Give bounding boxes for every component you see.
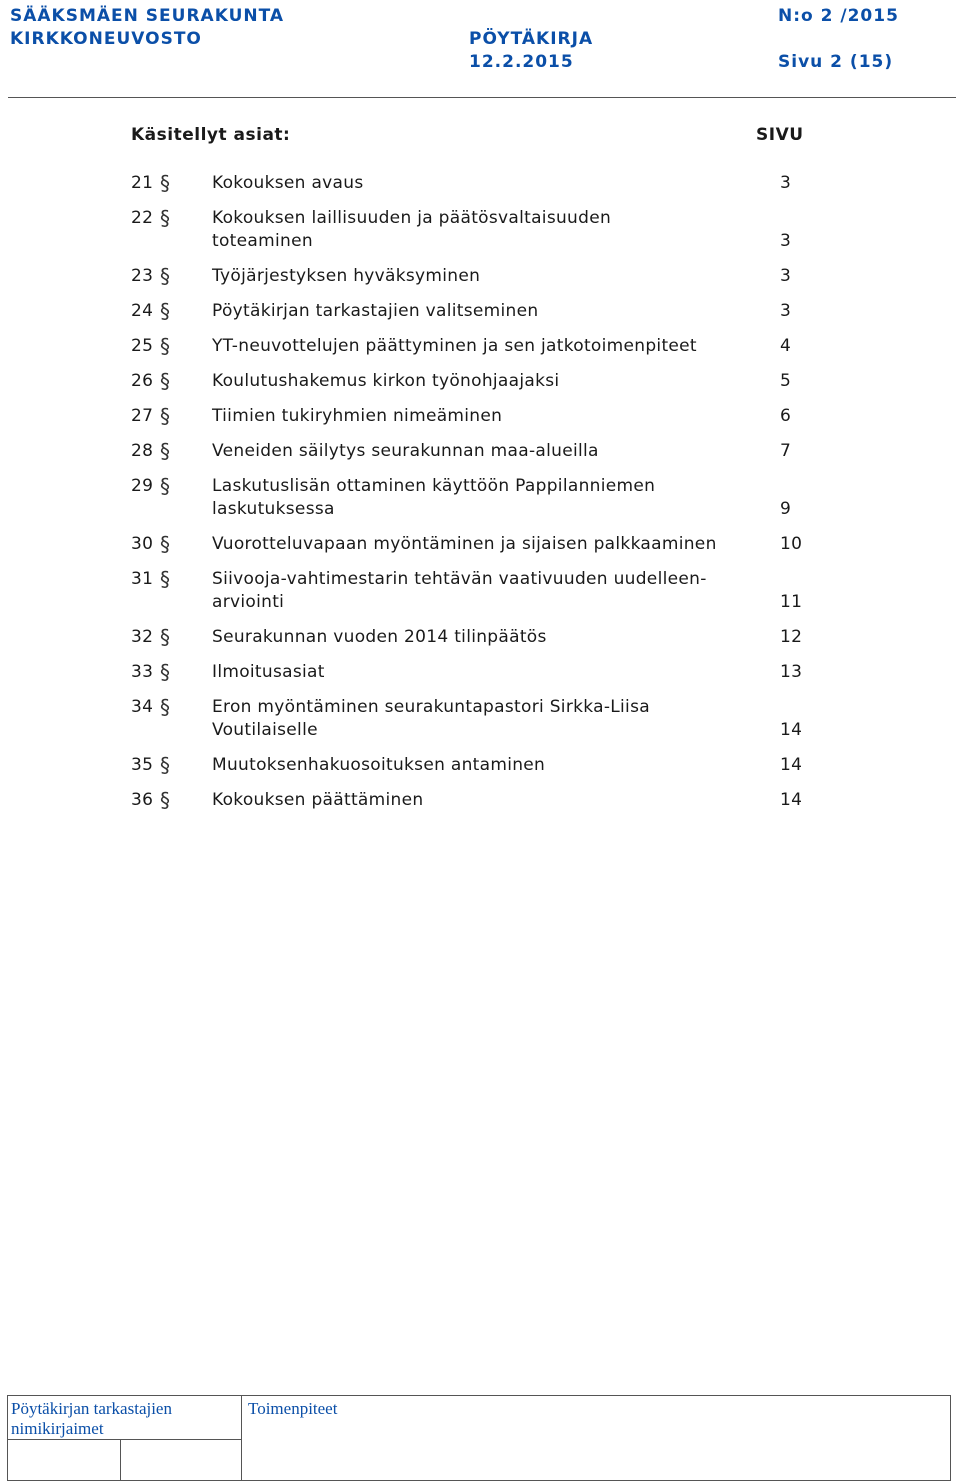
toc-item-title: Muutoksenhakuosoituksen antaminen: [212, 755, 546, 775]
toc-item-title: Tiimien tukiryhmien nimeäminen: [212, 406, 503, 426]
toc-item-page: 12: [780, 627, 803, 647]
toc-item-title: toteaminen: [212, 231, 313, 251]
toc-item-page: 14: [780, 720, 803, 740]
section-sign-icon: §: [160, 753, 171, 777]
toc-item-page: 3: [780, 266, 792, 286]
toc-item: [0, 568, 960, 614]
toc-item-page: 14: [780, 755, 803, 775]
toc-item-title: Siivooja-vahtimestarin tehtävän vaativuuden uudelleen-: [212, 569, 707, 589]
section-sign-icon: §: [160, 660, 171, 684]
document-header: [0, 0, 960, 100]
toc-item: [0, 754, 960, 777]
actions-label: Toimenpiteet: [248, 1399, 338, 1418]
toc-item-number: 26: [131, 371, 154, 391]
toc-item-title: Seurakunnan vuoden 2014 tilinpäätös: [212, 627, 547, 647]
section-sign-icon: §: [160, 474, 171, 498]
toc-item-title: Työjärjestyksen hyväksyminen: [212, 266, 481, 286]
signatures-label: Pöytäkirjan tarkastajien nimikirjaimet: [11, 1399, 172, 1438]
toc-item-number: 23: [131, 266, 154, 286]
toc-item-number: 22: [131, 208, 154, 228]
toc-item-number: 21: [131, 173, 154, 193]
toc-item: [0, 440, 960, 463]
toc-item-number: 34: [131, 697, 154, 717]
toc-item: [0, 789, 960, 812]
toc-item-number: 28: [131, 441, 154, 461]
toc-item-page: 3: [780, 173, 792, 193]
toc-item: [0, 661, 960, 684]
toc-item: [0, 370, 960, 393]
toc-item-page: 10: [780, 534, 803, 554]
toc-item: [0, 533, 960, 556]
toc-item-title: Laskutuslisän ottaminen käyttöön Pappilanniemen: [212, 476, 656, 496]
toc-item-number: 31: [131, 569, 154, 589]
toc-item-title: Pöytäkirjan tarkastajien valitseminen: [212, 301, 539, 321]
footer-divider: [8, 1439, 242, 1440]
toc-item-page: 6: [780, 406, 792, 426]
toc-item: [0, 207, 960, 253]
toc-item-number: 33: [131, 662, 154, 682]
toc-item-title: Veneiden säilytys seurakunnan maa-alueilla: [212, 441, 599, 461]
toc-item-title: Koulutushakemus kirkon työnohjaajaksi: [212, 371, 560, 391]
toc-item-title: Kokouksen avaus: [212, 173, 364, 193]
section-sign-icon: §: [160, 264, 171, 288]
toc-item-number: 27: [131, 406, 154, 426]
section-sign-icon: §: [160, 369, 171, 393]
toc-item: [0, 300, 960, 323]
toc-item-title: Kokouksen laillisuuden ja päätösvaltaisuuden: [212, 208, 612, 228]
section-sign-icon: §: [160, 206, 171, 230]
section-sign-icon: §: [160, 695, 171, 719]
toc-item-title: Ilmoitusasiat: [212, 662, 325, 682]
document-type: PÖYTÄKIRJA: [469, 29, 594, 49]
section-sign-icon: §: [160, 171, 171, 195]
toc-item-title: Eron myöntäminen seurakuntapastori Sirkka-Liisa: [212, 697, 650, 717]
section-sign-icon: §: [160, 404, 171, 428]
toc-item-page: 4: [780, 336, 792, 356]
signature-box: [7, 1395, 951, 1481]
toc-item-page: 13: [780, 662, 803, 682]
toc-item-number: 36: [131, 790, 154, 810]
toc-item-page: 11: [780, 592, 803, 612]
toc-item-title: Voutilaiselle: [212, 720, 318, 740]
toc-item-number: 29: [131, 476, 154, 496]
toc-item-page: 3: [780, 301, 792, 321]
toc-item-number: 25: [131, 336, 154, 356]
header-rule: [8, 97, 956, 98]
section-sign-icon: §: [160, 532, 171, 556]
toc-item: [0, 335, 960, 358]
section-sign-icon: §: [160, 788, 171, 812]
toc-item-number: 32: [131, 627, 154, 647]
section-sign-icon: §: [160, 625, 171, 649]
page-indicator: Sivu 2 (15): [778, 52, 894, 72]
toc-item-number: 35: [131, 755, 154, 775]
toc-item-title: Vuorotteluvapaan myöntäminen ja sijaisen palkkaaminen: [212, 534, 717, 554]
toc-item-title: Kokouksen päättäminen: [212, 790, 424, 810]
toc-item: [0, 405, 960, 428]
board-name: KIRKKONEUVOSTO: [10, 29, 202, 49]
section-sign-icon: §: [160, 567, 171, 591]
toc-item-number: 30: [131, 534, 154, 554]
meeting-date: 12.2.2015: [469, 52, 574, 72]
toc-item: [0, 626, 960, 649]
document-number: N:o 2 /2015: [778, 6, 899, 26]
toc-item-title: laskutuksessa: [212, 499, 335, 519]
toc-heading: Käsitellyt asiat:: [131, 125, 291, 145]
toc-item-page: 9: [780, 499, 792, 519]
section-sign-icon: §: [160, 439, 171, 463]
section-sign-icon: §: [160, 334, 171, 358]
toc-item-page: 5: [780, 371, 792, 391]
toc-item: [0, 265, 960, 288]
toc-item-title: arviointi: [212, 592, 285, 612]
toc-item-page: 14: [780, 790, 803, 810]
toc-item: [0, 172, 960, 195]
toc-item: [0, 696, 960, 742]
section-sign-icon: §: [160, 299, 171, 323]
toc-item: [0, 475, 960, 521]
toc-item-title: YT-neuvottelujen päättyminen ja sen jatkotoimenpiteet: [212, 336, 697, 356]
toc-item-number: 24: [131, 301, 154, 321]
org-name: SÄÄKSMÄEN SEURAKUNTA: [10, 6, 285, 26]
signature-cell-2: [8, 1439, 242, 1481]
toc-item-page: 7: [780, 441, 792, 461]
toc-item-page: 3: [780, 231, 792, 251]
toc-page-heading: SIVU: [756, 125, 804, 145]
